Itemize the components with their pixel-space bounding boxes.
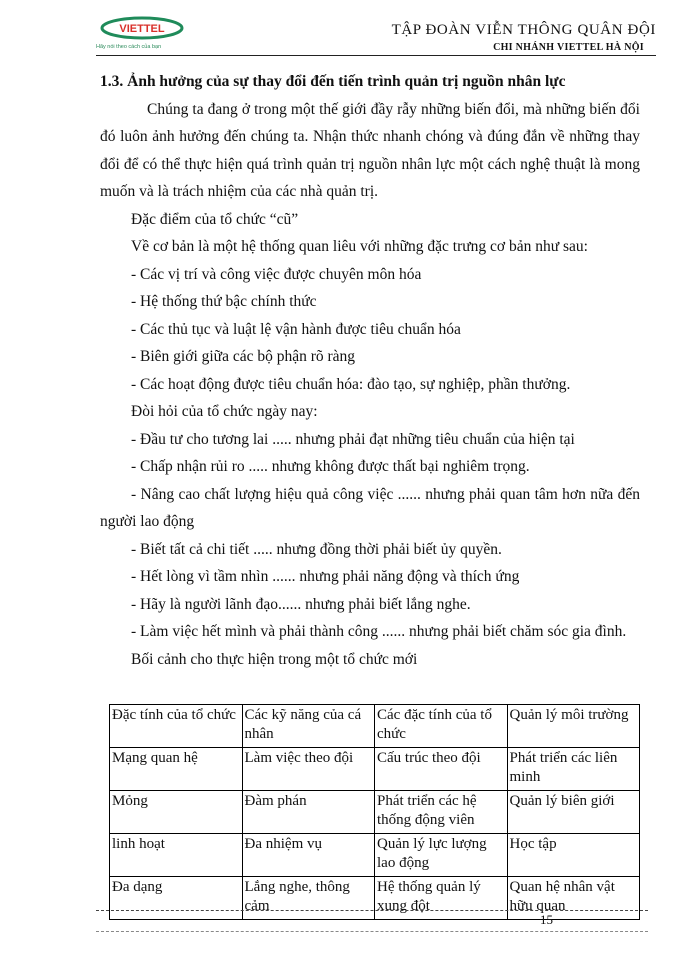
list-item: - Đầu tư cho tương lai ..... nhưng phải đạt những tiêu chuẩn của hiện tại bbox=[131, 430, 575, 448]
table-cell: Phát triển các liên minh bbox=[507, 748, 640, 791]
viettel-logo-mark bbox=[96, 14, 206, 46]
old-org-intro: Về cơ bản là một hệ thống quan liêu với những đặc trưng cơ bản như sau: bbox=[131, 238, 588, 255]
table-cell: Đa dạng bbox=[110, 877, 243, 920]
list-item: - Làm việc hết mình và phải thành công ...... nhưng phải biết chăm sóc gia đình. bbox=[131, 623, 627, 640]
table-row bbox=[110, 705, 640, 748]
intro-paragraph: Chúng ta đang ở trong một thế giới đầy rẫy những biến đổi, mà những biến đổi đó luôn ảnh hưởng đến chúng ta. Nhận thức nhanh chóng và đúng đắn về những thay đổi để có thể thực hiện quá trình quản trị nguồn nhân lực một cách nghệ thuật là mong muốn và là trách nhiệm của các nhà quản trị. bbox=[100, 100, 640, 200]
list-item: - Hãy là người lãnh đạo...... nhưng phải biết lắng nghe. bbox=[131, 595, 471, 613]
table-cell: Quản lý biên giới bbox=[507, 791, 640, 834]
list-item: - Nâng cao chất lượng hiệu quả công việc ...... nhưng phải quan tâm hơn nữa đến người lao động bbox=[100, 485, 640, 530]
table-cell: Làm việc theo đội bbox=[242, 748, 375, 791]
table-cell: Các kỹ năng của cá nhân bbox=[242, 705, 375, 748]
table-cell: Các đặc tính của tổ chức bbox=[375, 705, 508, 748]
table-row bbox=[110, 877, 640, 920]
table-cell: Hệ thống quản lý xung đột bbox=[375, 877, 508, 920]
viettel-logo bbox=[96, 14, 206, 58]
table-cell: Học tập bbox=[507, 834, 640, 877]
table-caption: Bối cảnh cho thực hiện trong một tổ chức mới bbox=[131, 650, 418, 668]
list-item: - Hết lòng vì tầm nhìn ...... nhưng phải năng động và thích ứng bbox=[131, 568, 520, 585]
table-cell: Phát triển các hệ thống động viên bbox=[375, 791, 508, 834]
table-cell: Đa nhiệm vụ bbox=[242, 834, 375, 877]
list-item: - Các vị trí và công việc được chuyên môn hóa bbox=[131, 265, 422, 283]
old-org-title: Đặc điểm của tổ chức “cũ” bbox=[131, 210, 299, 228]
list-item: - Hệ thống thứ bậc chính thức bbox=[131, 293, 317, 310]
footer-divider bbox=[96, 910, 648, 911]
table-cell: Mỏng bbox=[110, 791, 243, 834]
list-item: - Các thủ tục và luật lệ vận hành được tiêu chuẩn hóa bbox=[131, 320, 461, 338]
table-row bbox=[110, 748, 640, 791]
list-item: - Các hoạt động được tiêu chuẩn hóa: đào tạo, sự nghiệp, phần thưởng. bbox=[131, 375, 571, 393]
table-row bbox=[110, 834, 640, 877]
svg-text:VIETTEL: VIETTEL bbox=[119, 23, 165, 35]
table-cell: Quan hệ nhân vật hữu quan bbox=[507, 877, 640, 920]
logo-tagline: Hãy nói theo cách của bạn bbox=[96, 44, 162, 50]
table-cell: Quản lý môi trường bbox=[507, 705, 640, 748]
document-body bbox=[100, 68, 640, 673]
table-cell: Cấu trúc theo đội bbox=[375, 748, 508, 791]
table-cell: Mạng quan hệ bbox=[110, 748, 243, 791]
page-number: 15 bbox=[540, 912, 553, 927]
header-divider bbox=[96, 55, 656, 56]
branch-name: CHI NHÁNH VIETTEL HÀ NỘI bbox=[493, 42, 644, 53]
table-cell: Quản lý lực lượng lao động bbox=[375, 834, 508, 877]
table-cell: Lắng nghe, thông cảm bbox=[242, 877, 375, 920]
list-item: - Biết tất cả chi tiết ..... nhưng đồng thời phải biết ủy quyền. bbox=[131, 540, 502, 558]
table-cell: Đàm phán bbox=[242, 791, 375, 834]
list-item: - Chấp nhận rủi ro ..... nhưng không được thất bại nghiêm trọng. bbox=[131, 458, 530, 475]
new-req-title: Đòi hỏi của tổ chức ngày nay: bbox=[131, 403, 318, 420]
list-item: - Biên giới giữa các bộ phận rõ ràng bbox=[131, 348, 356, 365]
table-cell: linh hoạt bbox=[110, 834, 243, 877]
company-name: TẬP ĐOÀN VIỄN THÔNG QUÂN ĐỘI bbox=[391, 22, 656, 38]
context-table bbox=[109, 704, 640, 920]
table-row bbox=[110, 791, 640, 834]
section-heading: 1.3. Ảnh hưởng của sự thay đổi đến tiến trình quản trị nguồn nhân lực bbox=[100, 73, 566, 90]
table-cell: Đặc tính của tổ chức bbox=[110, 705, 243, 748]
footer-divider-lower bbox=[96, 931, 648, 932]
